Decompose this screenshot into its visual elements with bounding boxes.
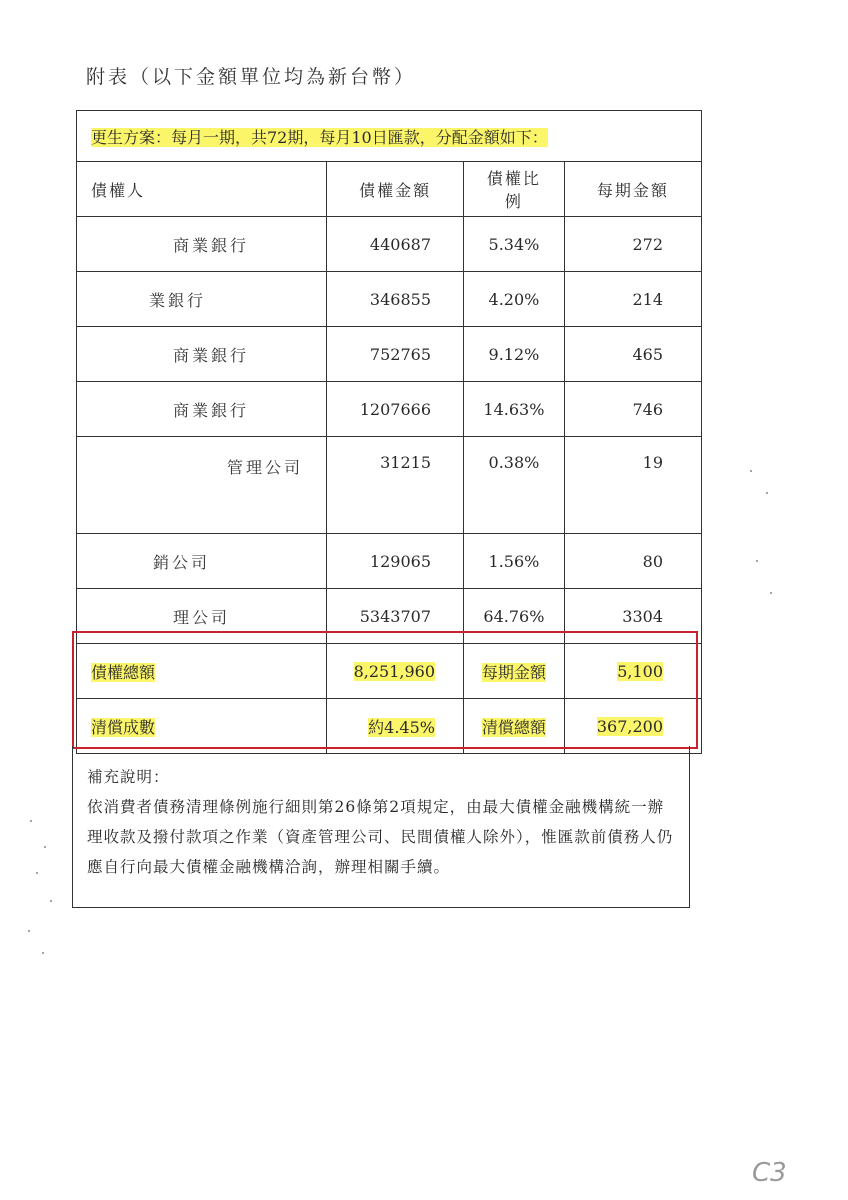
per-period-value-cell <box>564 644 701 699</box>
period-amount: 214 <box>564 272 701 327</box>
header-amount: 債權金額 <box>327 162 464 217</box>
creditor-name: 理公司 <box>77 589 327 644</box>
plan-row <box>77 111 702 162</box>
creditor-name: 商業銀行 <box>77 382 327 437</box>
claim-amount: 346855 <box>327 272 464 327</box>
per-period-label-cell <box>464 644 565 699</box>
period-amount: 272 <box>564 217 701 272</box>
claim-amount: 129065 <box>327 534 464 589</box>
header-per-period: 每期金額 <box>564 162 701 217</box>
total-repay-label: 清償總額 <box>481 717 546 737</box>
claim-amount: 31215 <box>327 437 464 534</box>
total-claim-label: 債權總額 <box>91 662 156 682</box>
scan-speck <box>750 470 752 472</box>
period-amount: 465 <box>564 327 701 382</box>
scan-speck <box>50 900 52 902</box>
summary-row <box>77 644 702 699</box>
total-claim-value: 8,251,960 <box>353 661 435 681</box>
table-row <box>77 327 702 382</box>
repay-ratio-value: 約4.45% <box>368 717 435 737</box>
claim-ratio: 4.20% <box>464 272 565 327</box>
notes-heading: 補充說明： <box>87 768 170 786</box>
repayment-table <box>76 110 702 754</box>
creditor-name: 管理公司 <box>77 437 327 534</box>
scan-speck <box>44 846 46 848</box>
creditor-name: 商業銀行 <box>77 327 327 382</box>
per-period-label: 每期金額 <box>481 662 546 682</box>
claim-amount: 1207666 <box>327 382 464 437</box>
table-row <box>77 217 702 272</box>
period-amount: 80 <box>564 534 701 589</box>
creditor-name: 銷公司 <box>77 534 327 589</box>
period-amount: 19 <box>564 437 701 534</box>
claim-amount: 752765 <box>327 327 464 382</box>
header-row <box>77 162 702 217</box>
scan-speck <box>28 930 30 932</box>
claim-amount: 5343707 <box>327 589 464 644</box>
claim-amount: 440687 <box>327 217 464 272</box>
scan-speck <box>42 952 44 954</box>
creditor-name: 業銀行 <box>77 272 327 327</box>
table-row <box>77 382 702 437</box>
notes-body: 依消費者債務清理條例施行細則第26條第2項規定，由最大債權金融機構統一辦理收款及撥付款項之作業（資產管理公司、民間債權人除外），惟匯款前債務人仍應自行向最大債權金融機構洽詢，辦理相關手續。 <box>87 798 674 876</box>
scan-speck <box>770 592 772 594</box>
plan-text: 更生方案：每月一期，共72期，每月10日匯款，分配金額如下： <box>91 127 548 147</box>
claim-ratio: 1.56% <box>464 534 565 589</box>
period-amount: 3304 <box>564 589 701 644</box>
total-repay-value: 367,200 <box>596 716 663 736</box>
per-period-value: 5,100 <box>617 661 663 681</box>
table-row <box>77 272 702 327</box>
total-claim-value-cell <box>327 644 464 699</box>
claim-ratio: 14.63% <box>464 382 565 437</box>
creditor-name: 商業銀行 <box>77 217 327 272</box>
scan-speck <box>30 820 32 822</box>
scan-speck <box>766 492 768 494</box>
header-creditor: 債權人 <box>77 162 327 217</box>
table-row <box>77 589 702 644</box>
claim-ratio: 0.38% <box>464 437 565 534</box>
header-ratio: 債權比例 <box>464 162 565 217</box>
notes-box <box>72 746 690 908</box>
scan-speck <box>36 872 38 874</box>
plan-cell <box>77 111 702 162</box>
scan-speck <box>756 560 758 562</box>
claim-ratio: 64.76% <box>464 589 565 644</box>
page-mark: C3 <box>752 1158 787 1188</box>
table-row <box>77 534 702 589</box>
claim-ratio: 9.12% <box>464 327 565 382</box>
table-row <box>77 437 702 534</box>
document-title: 附表（以下金額單位均為新台幣） <box>86 66 417 88</box>
total-claim-label-cell <box>77 644 327 699</box>
claim-ratio: 5.34% <box>464 217 565 272</box>
period-amount: 746 <box>564 382 701 437</box>
repay-ratio-label: 清償成數 <box>91 717 156 737</box>
